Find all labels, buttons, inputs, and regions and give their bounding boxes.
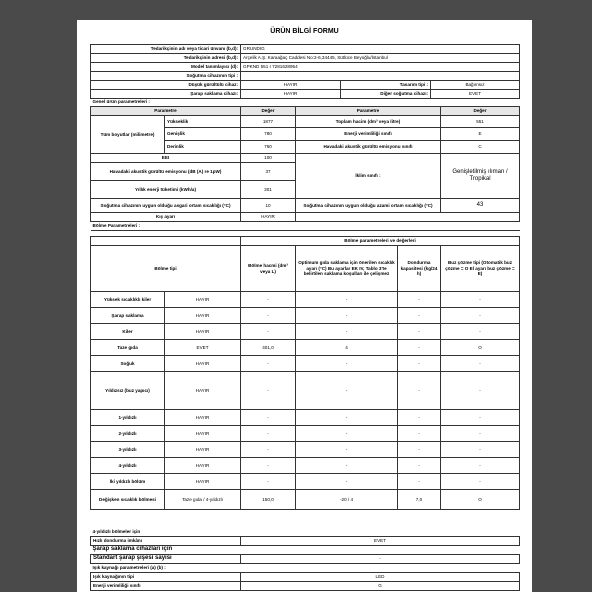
compartment-flag: Taze gıda / 4-yıldızlı [165, 490, 241, 510]
height-label: Yükseklik [165, 116, 241, 128]
noise-db-value: 37 [241, 163, 296, 181]
compartment-section-title: Bölme Parametreleri : [91, 222, 520, 231]
climate-class-value: Genişletilmiş ılıman / Tropikal [441, 154, 520, 199]
param-header-2: Parametre [296, 107, 441, 116]
compartment-flag: EVET [165, 340, 241, 356]
compartment-temp: - [296, 474, 398, 490]
compartment-temp: - [296, 324, 398, 340]
low-noise-label: Düşük gürültülü cihaz: [91, 81, 241, 90]
compartment-defrost: - [441, 458, 520, 474]
wine-storage-label: Şarap saklama cihazı: [91, 90, 241, 99]
compartment-temp: - [296, 308, 398, 324]
compartment-freeze: - [398, 426, 441, 442]
general-section-title: Genel ürün parametreleri : [91, 98, 520, 107]
compartment-flag: HAYIR [165, 442, 241, 458]
value-header: Değer [241, 107, 296, 116]
compartment-temp: - [296, 356, 398, 372]
recommended-temp-header: Optimum gıda saklama için önerilen sıcaklık ayarı (°C) Bu ayarlar EK IV, Tablo 3'te belirtilen saklama koşulları ile çelişmez [296, 246, 398, 292]
table-row [91, 474, 520, 490]
eei-value: 100 [241, 154, 296, 163]
compartment-defrost: - [441, 426, 520, 442]
compartment-defrost: O [441, 490, 520, 510]
compartment-defrost: - [441, 324, 520, 340]
compartment-volume: - [241, 458, 296, 474]
value-header-2: Değer [441, 107, 520, 116]
compartment-volume: - [241, 372, 296, 410]
width-value: 780 [241, 128, 296, 141]
depth-value: 760 [241, 141, 296, 154]
compartment-name: İki yıldızlı bölüm [91, 474, 165, 490]
supplier-name-value: GRUNDIG [241, 45, 520, 54]
eei-label: EEI [91, 154, 241, 163]
form-title: ÜRÜN BİLGİ FORMU [270, 28, 339, 35]
noise-db-label: Havadaki akustik gürültü emisyonu (dB (A) re 1pW) [91, 163, 241, 181]
table-row [91, 410, 520, 426]
compartment-name: Yıldızsız (buz yapıcı) [91, 372, 165, 410]
wine-section-title: Şarap saklama cihazları için [91, 546, 520, 555]
compartment-volume: - [241, 356, 296, 372]
design-type-label: Tasarım tipi : [341, 81, 431, 90]
compartment-name: 2-yıldızlı [91, 426, 165, 442]
fast-freeze-label: Hızlı dondurma imkânı [91, 537, 241, 546]
compartment-name: Soğuk [91, 356, 165, 372]
compartment-rows [91, 292, 520, 510]
compartment-name: 1-yıldızlı [91, 410, 165, 426]
general-params-table [90, 98, 520, 231]
max-temp-label: Soğutma cihazının uygun olduğu azami ortam sıcaklığı (°C) [296, 199, 441, 213]
energy-class-value: E [441, 128, 520, 141]
compartment-temp: - [296, 292, 398, 308]
light-type-label: Işık kaynağının tipi [91, 573, 241, 582]
winter-setting-label: Kış ayarı [91, 213, 241, 222]
compartment-freeze: - [398, 324, 441, 340]
compartment-defrost: - [441, 372, 520, 410]
compartment-flag: HAYIR [165, 410, 241, 426]
wine-bottles-value: - [241, 555, 520, 564]
four-star-section-title: 4-yıldızlı bölmeler için [91, 528, 520, 537]
low-noise-value: HAYIR [241, 81, 341, 90]
compartment-defrost: - [441, 474, 520, 490]
compartment-flag: HAYIR [165, 324, 241, 340]
compartment-defrost: - [441, 292, 520, 308]
compartment-freeze: - [398, 372, 441, 410]
compartment-volume: - [241, 426, 296, 442]
supplier-name-label: Tedarikçinin adı veya ticari ünvanı (b,d): [91, 45, 241, 54]
compartment-temp: -20 / 4 [296, 490, 398, 510]
min-temp-value: 10 [241, 199, 296, 213]
compartment-freeze: - [398, 474, 441, 490]
fast-freeze-value: EVET [241, 537, 520, 546]
annual-energy-label: Yıllık enerji tüketimi (kWh/a) [91, 181, 241, 199]
max-temp-value: 43 [441, 199, 520, 213]
compartment-name: Şarap saklama [91, 308, 165, 324]
light-class-label: Enerji verimliliği sınıfı [91, 582, 241, 591]
compartment-freeze: - [398, 340, 441, 356]
compartment-freeze: - [398, 308, 441, 324]
compartment-name: 3-yıldızlı [91, 442, 165, 458]
table-row [91, 458, 520, 474]
light-section-title: Işık kaynağı parametreleri (a) (b) : [91, 564, 520, 573]
wine-bottles-label: Standart şarap şişesi sayısı [91, 555, 241, 564]
compartment-name: Değişken sıcaklık bölmesi [91, 490, 165, 510]
table-row [91, 324, 520, 340]
compartment-temp: - [296, 426, 398, 442]
compartment-flag: HAYIR [165, 474, 241, 490]
defrost-type-header: Buz çözme tipi (Otomatik buz çözme = O El ayarı buz çözme = E) [441, 246, 520, 292]
compartment-name: Yüksek sıcaklıklı kiler [91, 292, 165, 308]
product-info-sheet [77, 20, 532, 592]
footer-table [90, 528, 520, 591]
table-row [91, 292, 520, 308]
compartment-temp: - [296, 410, 398, 426]
table-row [91, 426, 520, 442]
compartment-flag: HAYIR [165, 292, 241, 308]
compartment-defrost: O [441, 340, 520, 356]
light-type-value: LED [241, 573, 520, 582]
compartment-temp: 4 [296, 340, 398, 356]
compartment-defrost: - [441, 410, 520, 426]
compartment-freeze: - [398, 458, 441, 474]
compartment-flag: HAYIR [165, 458, 241, 474]
supplier-address-value: Arçelik A.Ş. Karaağaç Caddesi No:2-6,34445, Sütlüce Beyoğlu/İstanbul [241, 54, 520, 63]
appliance-type-label: Soğutma cihazının tipi : [91, 72, 241, 81]
depth-label: Derinlik [165, 141, 241, 154]
total-volume-value: 551 [441, 116, 520, 128]
climate-class-label: İklim sınıfı : [296, 154, 441, 199]
model-label: Model tanımlayıcı (d): [91, 63, 241, 72]
freezing-capacity-header: Dondurma kapasitesi (kg/24 h) [398, 246, 441, 292]
model-value: GPKND 551 I 7281628954 [241, 63, 520, 72]
compartment-defrost: - [441, 308, 520, 324]
other-appliance-value: EVET [431, 90, 520, 99]
other-appliance-label: Diğer soğutma cihazı: [341, 90, 431, 99]
table-row [91, 372, 520, 410]
total-volume-label: Toplam hacim (dm³ veya litre) [296, 116, 441, 128]
compartment-volume: 150,0 [241, 490, 296, 510]
compartment-temp: - [296, 372, 398, 410]
light-class-value: G [241, 582, 520, 591]
table-row [91, 442, 520, 458]
compartment-type-header: Bölme tipi [91, 246, 241, 292]
supplier-table [90, 44, 520, 99]
compartment-freeze: - [398, 442, 441, 458]
param-header: Parametre [91, 107, 241, 116]
compartment-volume: - [241, 442, 296, 458]
compartment-freeze: 7,0 [398, 490, 441, 510]
dimensions-label: Tüm boyutlar (milimetre) [91, 116, 165, 154]
table-row [91, 490, 520, 510]
compartment-freeze: - [398, 410, 441, 426]
supplier-address-label: Tedarikçinin adresi (b,d): [91, 54, 241, 63]
width-label: Genişlik [165, 128, 241, 141]
noise-class-value: C [441, 141, 520, 154]
wine-storage-value: HAYIR [241, 90, 341, 99]
compartment-defrost: - [441, 356, 520, 372]
compartment-flag: HAYIR [165, 372, 241, 410]
noise-class-label: Havadaki akustik gürültü emisyonu sınıfı [296, 141, 441, 154]
energy-class-label: Enerji verimliliği sınıfı [296, 128, 441, 141]
table-row [91, 308, 520, 324]
compartment-volume: - [241, 410, 296, 426]
compartment-flag: HAYIR [165, 426, 241, 442]
compartment-volume: 401,0 [241, 340, 296, 356]
table-row [91, 356, 520, 372]
compartment-volume: - [241, 324, 296, 340]
compartment-name: Kiler [91, 324, 165, 340]
height-value: 1877 [241, 116, 296, 128]
design-type-value: Bağımsız [431, 81, 520, 90]
min-temp-label: Soğutma cihazının uygun olduğu asgari ortam sıcaklığı (°C) [91, 199, 241, 213]
compartment-volume-header: Bölme hacmi (dm³ veya L) [241, 246, 296, 292]
compartment-volume: - [241, 474, 296, 490]
compartment-freeze: - [398, 292, 441, 308]
compartment-flag: HAYIR [165, 308, 241, 324]
compartment-name: 4-yıldızlı [91, 458, 165, 474]
compartment-name: Taze gıda [91, 340, 165, 356]
table-row [91, 340, 520, 356]
compartment-flag: HAYIR [165, 356, 241, 372]
compartment-volume: - [241, 292, 296, 308]
compartment-defrost: - [441, 442, 520, 458]
compartment-volume: - [241, 308, 296, 324]
annual-energy-value: 301 [241, 181, 296, 199]
compartment-table [90, 236, 520, 510]
winter-setting-value: HAYIR [241, 213, 296, 222]
compartment-temp: - [296, 458, 398, 474]
compartment-values-header: Bölme parametreleri ve değerleri [241, 237, 520, 246]
compartment-temp: - [296, 442, 398, 458]
compartment-freeze: - [398, 356, 441, 372]
